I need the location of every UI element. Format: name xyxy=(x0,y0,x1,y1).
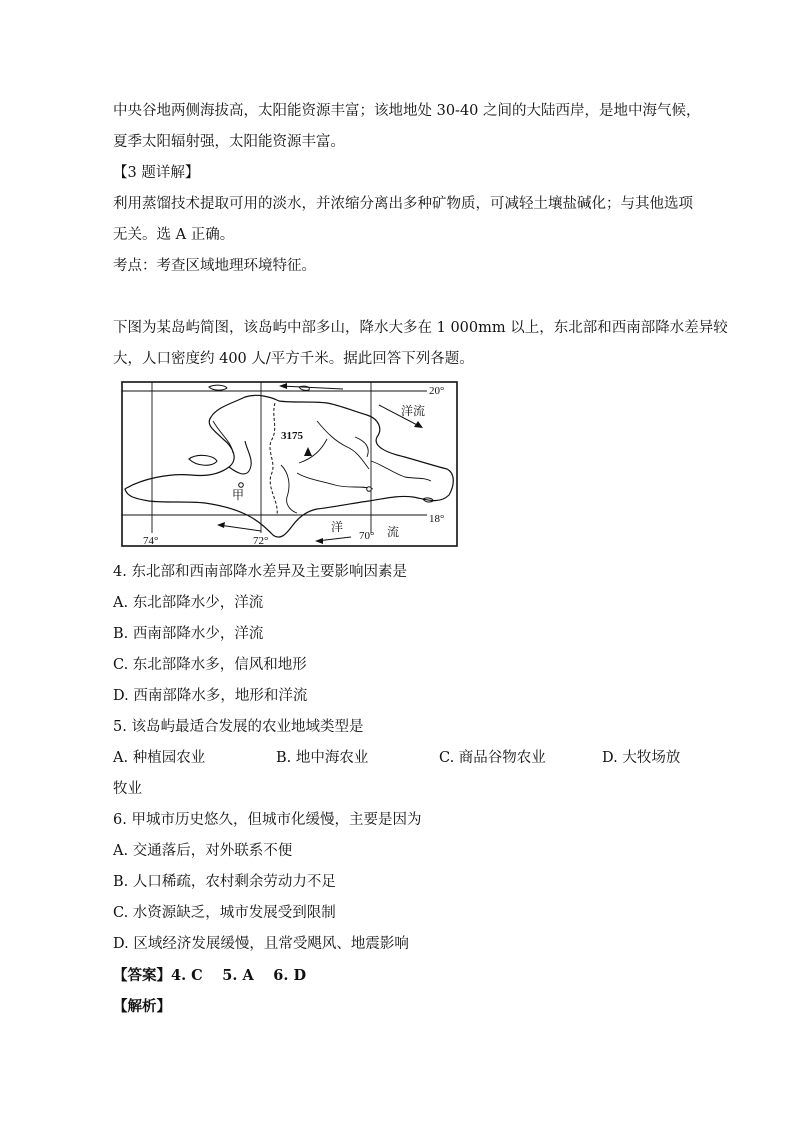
exam-page xyxy=(113,96,728,1022)
q6-option-c: C. 水资源缺乏，城市发展受到限制 xyxy=(113,905,336,921)
q6-option-b: B. 人口稀疏，农村剩余劳动力不足 xyxy=(113,874,336,890)
q5-option-d-wrap: 牧业 xyxy=(113,781,142,797)
q4-stem: 4. 东北部和西南部降水差异及主要影响因素是 xyxy=(113,564,407,580)
q3-header: 【3 题详解】 xyxy=(113,165,200,181)
intro-line-1: 中央谷地两侧海拔高，太阳能资源丰富；该地地处 30-40 之间的大陆西岸，是地中海气候， xyxy=(113,103,701,119)
q6-stem: 6. 甲城市历史悠久，但城市化缓慢，主要是因为 xyxy=(113,812,422,828)
lat-label-top: 20° xyxy=(429,385,445,397)
q5-options-row xyxy=(113,743,683,774)
analysis-header: 【解析】 xyxy=(113,998,171,1015)
q5-option-b: B. 地中海农业 xyxy=(276,750,369,766)
q5-option-c: C. 商品谷物农业 xyxy=(439,750,546,766)
lat-label-bottom: 18° xyxy=(429,513,445,525)
answer-line: 【答案】4. C 5. A 6. D xyxy=(113,967,307,984)
current-label-s2: 流 xyxy=(387,525,400,539)
lon-label-72: 72° xyxy=(253,535,269,547)
q3-line-1: 利用蒸馏技术提取可用的淡水，并浓缩分离出多种矿物质，可减轻土壤盐碱化；与其他选项 xyxy=(113,196,693,212)
island-map-svg xyxy=(121,381,459,549)
peak-label: 3175 xyxy=(281,430,303,442)
city-jia-label: 甲 xyxy=(232,488,245,502)
q4-option-b: B. 西南部降水少，洋流 xyxy=(113,626,264,642)
q5-option-a: A. 种植园农业 xyxy=(113,750,206,766)
city-jia-marker xyxy=(239,483,244,488)
intro-line-2: 夏季太阳辐射强，太阳能资源丰富。 xyxy=(113,134,345,150)
island-map xyxy=(121,381,459,549)
lon-label-70: 70° xyxy=(359,530,375,542)
current-label-ne: 洋流 xyxy=(401,404,426,418)
q3-line-2: 无关。选 A 正确。 xyxy=(113,227,235,243)
q4-option-a: A. 东北部降水少，洋流 xyxy=(113,595,264,611)
stem-line-1: 下图为某岛屿简图，该岛屿中部多山，降水大多在 1 000mm 以上，东北部和西南部降水差异较 xyxy=(113,320,728,336)
lon-label-74: 74° xyxy=(143,535,159,547)
q5-stem: 5. 该岛屿最适合发展的农业地域类型是 xyxy=(113,719,364,735)
q6-option-a: A. 交通落后，对外联系不便 xyxy=(113,843,293,859)
q6-option-d: D. 区域经济发展缓慢，且常受飓风、地震影响 xyxy=(113,936,409,952)
current-label-s1: 洋 xyxy=(331,520,344,534)
q5-option-d: D. 大牧场放 xyxy=(602,750,681,766)
stem-line-2: 大，人口密度约 400 人/平方千米。据此回答下列各题。 xyxy=(113,351,474,367)
kaodian-line: 考点：考查区域地理环境特征。 xyxy=(113,258,316,274)
q4-option-d: D. 西南部降水多，地形和洋流 xyxy=(113,688,308,704)
city-east-marker xyxy=(367,487,372,492)
q4-option-c: C. 东北部降水多，信风和地形 xyxy=(113,657,307,673)
